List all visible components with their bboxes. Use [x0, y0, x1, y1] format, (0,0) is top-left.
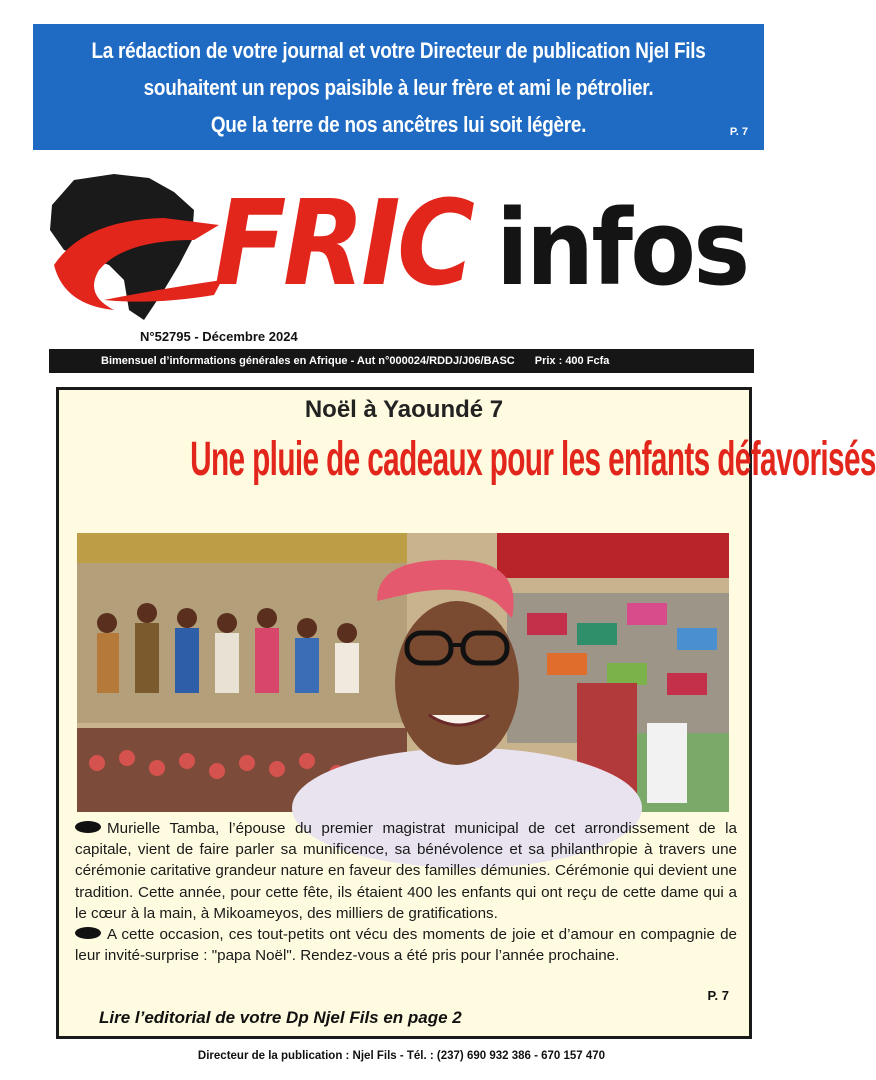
cover-story: [56, 387, 876, 1039]
story-body: [75, 818, 737, 966]
editorial-teaser: Lire l’editorial de votre Dp Njel Fils en page 2: [99, 1008, 462, 1027]
story-kicker: Noël à Yaoundé 7: [304, 396, 504, 423]
story-page-ref: P. 7: [707, 988, 729, 1003]
africa-map-logo-icon: [44, 170, 234, 330]
banner-page-ref: P. 7: [729, 126, 748, 138]
info-bar: [49, 349, 754, 373]
banner-line-1: La rédaction de votre journal et votre Directeur de publication Njel Fils: [91, 38, 706, 63]
price: Prix : 400 Fcfa: [534, 355, 610, 367]
bullet-icon: [75, 927, 101, 939]
banner-line-3: Que la terre de nos ancêtres lui soit légère.: [210, 112, 587, 137]
paragraph-1-text: Murielle Tamba, l’épouse du premier magistrat municipal de cet arrondissement de la capitale, vient de faire parler sa munificence, sa bénévolence et sa philanthropie à travers une cérémonie caritative grandeur nature en faveur des familles démunies. Cérémonie qui devient une tradition. Cette année, pour cette fête, ils étaient 400 les enfants qui ont reçu de cette dame qui a le cœur à la main, à Mikoameyos, des milliers de gratifications.: [75, 820, 737, 922]
story-paragraph-2: [75, 924, 737, 966]
brand-fric: FRIC: [214, 174, 472, 312]
story-paragraph-1: [75, 818, 737, 924]
masthead: [44, 170, 756, 330]
paragraph-2-text: A cette occasion, ces tout-petits ont vécu des moments de joie et d’amour en compagnie de leur invité-surprise : "papa Noël". Rendez-vous a été pris pour l’année prochaine.: [75, 926, 737, 965]
bullet-icon: [75, 821, 101, 833]
memorial-banner: [33, 24, 764, 150]
brand-infos: infos: [496, 187, 748, 309]
footer-contact: Directeur de la publication : Njel Fils - Tél. : (237) 690 932 386 - 670 157 470: [197, 1050, 606, 1062]
banner-line-2: souhaitent un repos paisible à leur frère et ami le pétrolier.: [143, 75, 654, 100]
tagline: Bimensuel d’informations générales en Afrique - Aut n°000024/RDDJ/J06/BASC: [101, 355, 515, 367]
issue-number: N°52795 - Décembre 2024: [140, 329, 298, 344]
story-headline: Une pluie de cadeaux pour les enfants défavorisés: [190, 433, 876, 486]
story-photo-collage: [77, 533, 729, 812]
